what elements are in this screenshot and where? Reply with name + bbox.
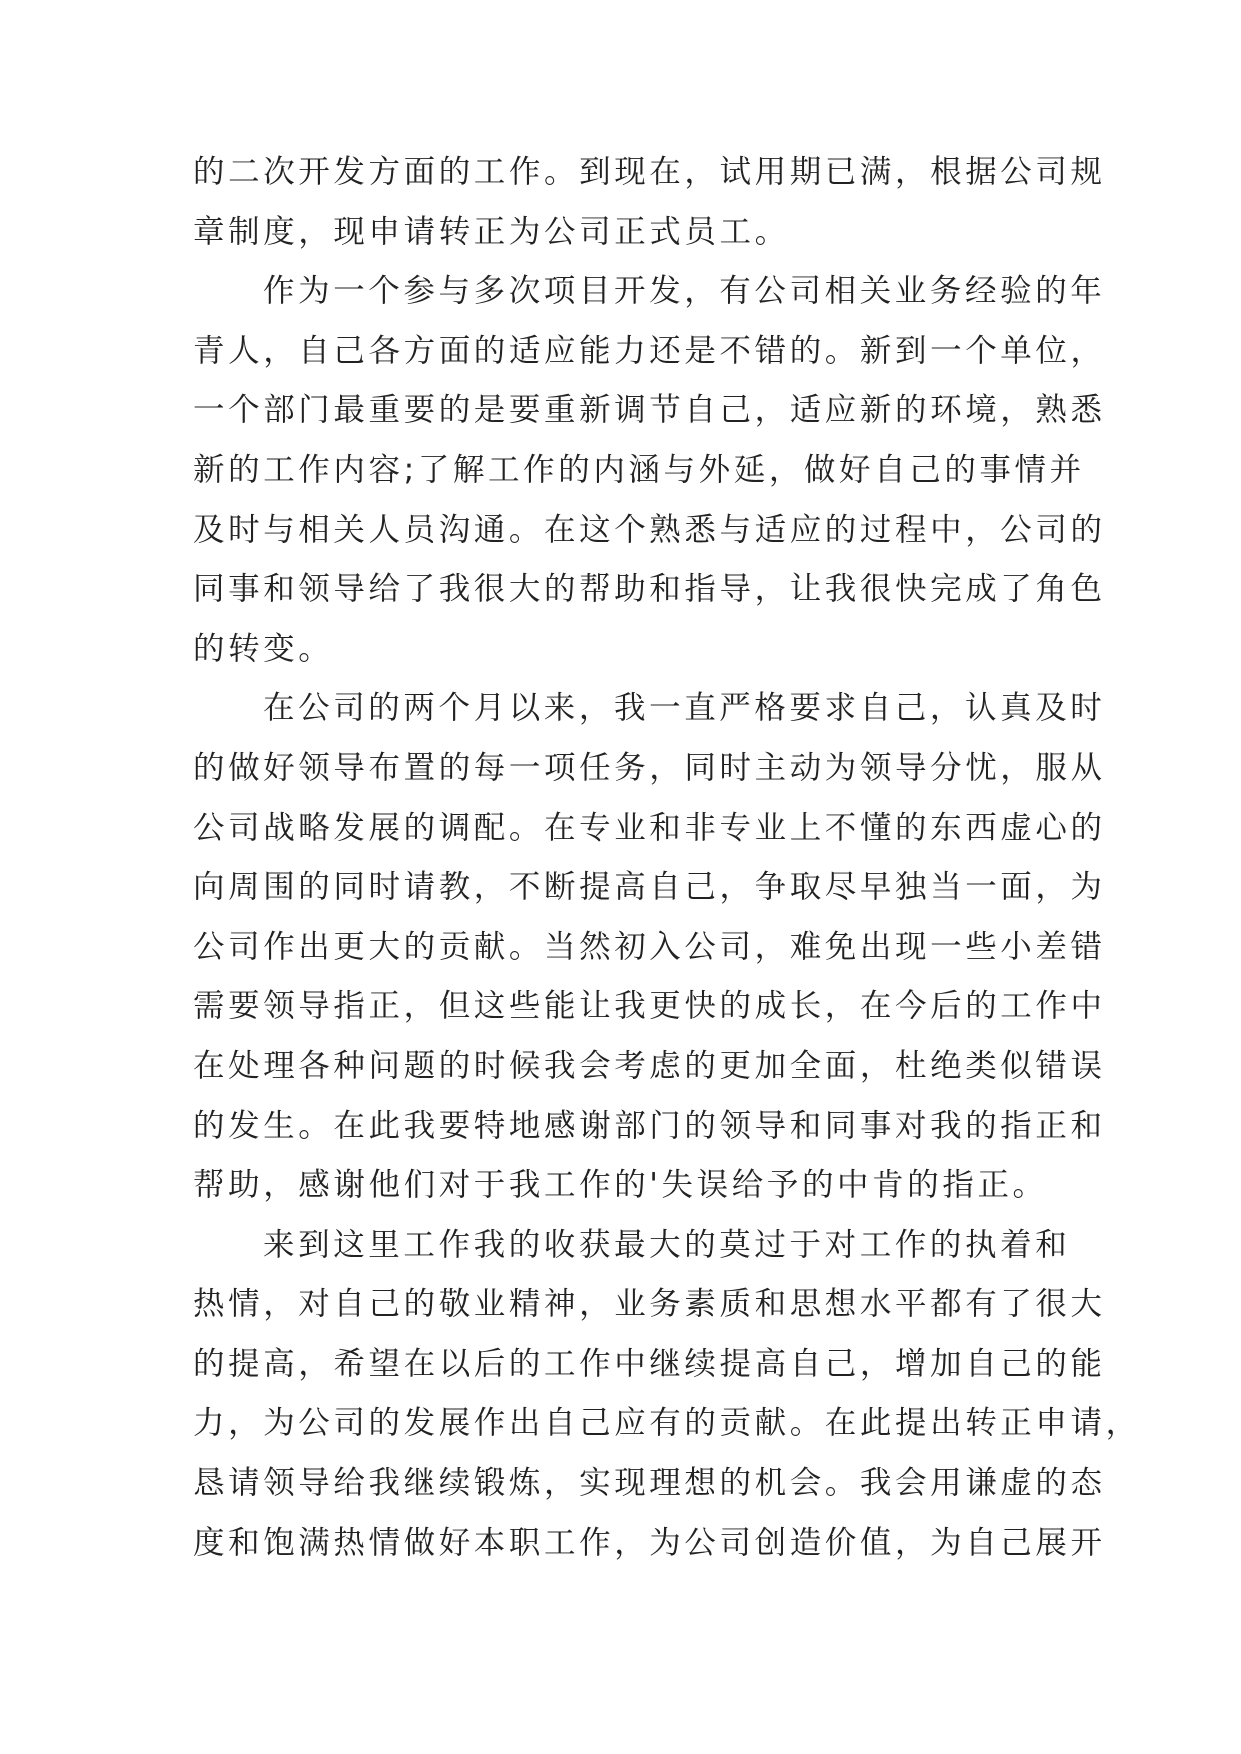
text-line: 的发生。在此我要特地感谢部门的领导和同事对我的指正和 — [193, 1107, 1106, 1144]
text-line: 同事和领导给了我很大的帮助和指导，让我很快完成了角色 — [193, 571, 1106, 608]
text-line: 在公司的两个月以来，我一直严格要求自己，认真及时 — [263, 690, 1106, 727]
text-line: 公司战略发展的调配。在专业和非专业上不懂的东西虚心的 — [193, 809, 1106, 846]
paragraph-2 — [193, 273, 1106, 693]
text-line: 帮助，感谢他们对于我工作的'失误给予的中肯的指正。 — [193, 1167, 1048, 1204]
text-line: 的二次开发方面的工作。到现在，试用期已满，根据公司规 — [193, 154, 1106, 190]
paragraph-3 — [193, 690, 1106, 1229]
text-line: 新的工作内容;了解工作的内涵与外延，做好自己的事情并 — [193, 451, 1085, 488]
text-line: 的做好领导布置的每一项任务，同时主动为领导分忧，服从 — [193, 749, 1106, 786]
body-text — [193, 154, 1141, 1587]
text-line: 恳请领导给我继续锻炼，实现理想的机会。我会用谦虚的态 — [193, 1465, 1106, 1502]
text-line: 及时与相关人员沟通。在这个熟悉与适应的过程中，公司的 — [193, 511, 1106, 548]
text-line: 一个部门最重要的是要重新调节自己，适应新的环境，熟悉 — [193, 392, 1106, 429]
text-line: 的转变。 — [193, 630, 334, 667]
paragraph-4 — [193, 1226, 1141, 1588]
text-line: 需要领导指正，但这些能让我更快的成长，在今后的工作中 — [193, 988, 1106, 1025]
text-line: 的提高，希望在以后的工作中继续提高自己，增加自己的能 — [193, 1345, 1106, 1382]
text-line: 公司作出更大的贡献。当然初入公司，难免出现一些小差错 — [193, 928, 1106, 965]
paragraph-1 — [193, 154, 1106, 276]
text-line: 来到这里工作我的收获最大的莫过于对工作的执着和 — [263, 1226, 1071, 1263]
text-line: 度和饱满热情做好本职工作，为公司创造价值，为自己展开 — [193, 1524, 1106, 1561]
text-line: 作为一个参与多次项目开发，有公司相关业务经验的年 — [263, 273, 1106, 310]
text-line: 章制度，现申请转正为公司正式员工。 — [193, 213, 790, 250]
text-line: 在处理各种问题的时候我会考虑的更加全面，杜绝类似错误 — [193, 1047, 1106, 1084]
text-line: 力，为公司的发展作出自己应有的贡献。在此提出转正申请， — [193, 1405, 1141, 1442]
text-line: 青人，自己各方面的适应能力还是不错的。新到一个单位， — [193, 332, 1106, 369]
text-line: 向周围的同时请教，不断提高自己，争取尽早独当一面，为 — [193, 869, 1106, 906]
text-line: 热情，对自己的敬业精神，业务素质和思想水平都有了很大 — [193, 1286, 1106, 1323]
